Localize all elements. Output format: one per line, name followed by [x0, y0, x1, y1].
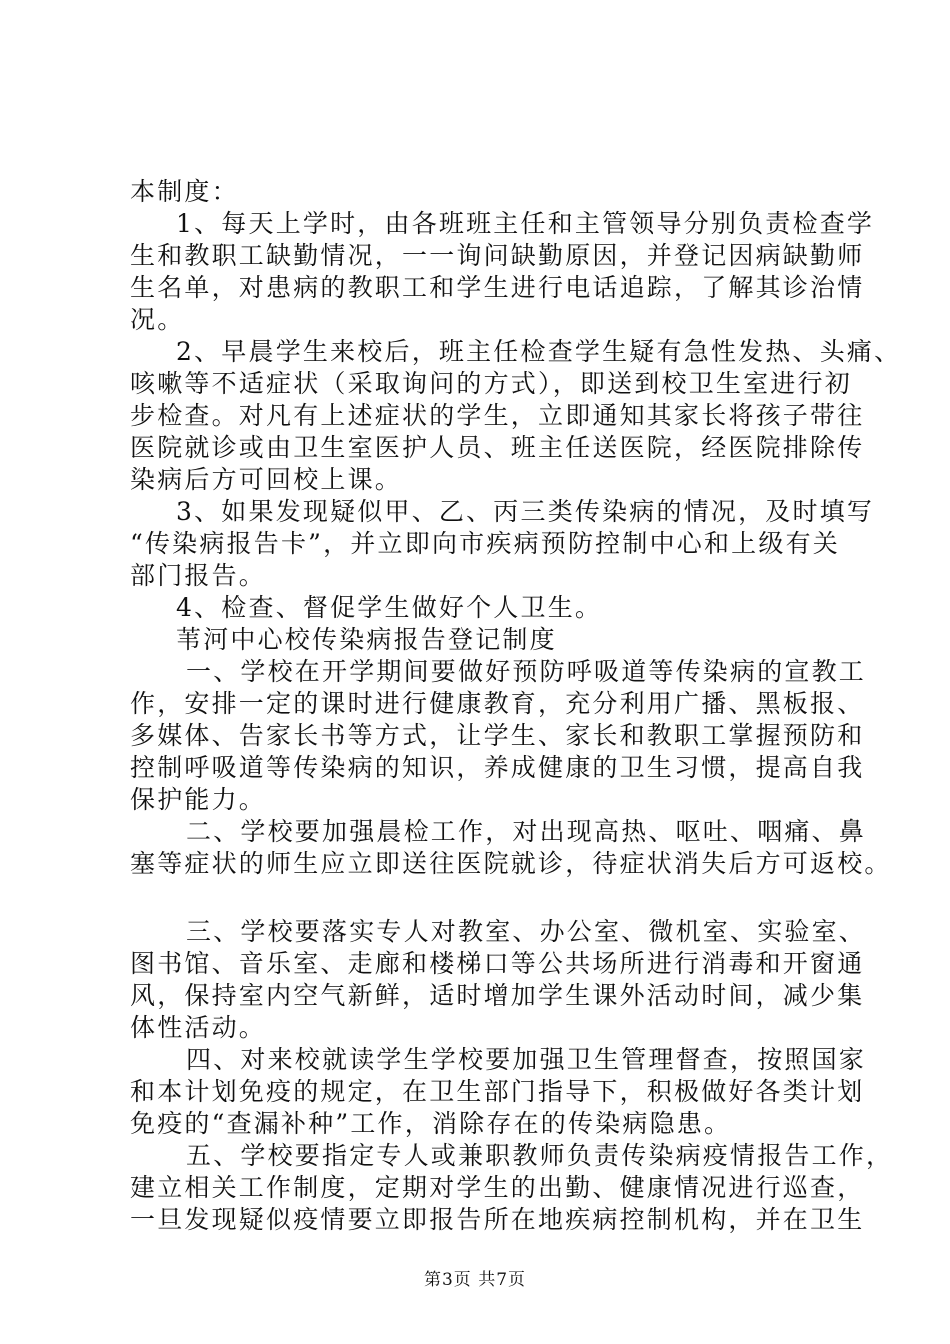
text-line: 一旦发现疑似疫情要立即报告所在地疾病控制机构，并在卫生: [130, 1205, 865, 1234]
section-heading: 苇河中心校传染病报告登记制度: [176, 625, 557, 654]
text-line: 染病后方可回校上课。: [130, 465, 403, 494]
text-line: 生和教职工缺勤情况，一一询问缺勤原因，并登记因病缺勤师: [130, 241, 865, 270]
text-line: 咳嗽等不适症状（采取询问的方式），即送到校卫生室进行初: [130, 369, 852, 398]
text-line: 五、学校要指定专人或兼职教师负责传染病疫情报告工作，: [186, 1141, 894, 1170]
text-line: 二、学校要加强晨检工作，对出现高热、呕吐、咽痛、鼻: [186, 817, 867, 846]
text-line: 医院就诊或由卫生室医护人员、班主任送医院，经医院排除传: [130, 433, 865, 462]
text-line: 三、学校要落实专人对教室、办公室、微机室、实验室、: [186, 917, 867, 946]
text-line: 建立相关工作制度，定期对学生的出勤、健康情况进行巡查，: [130, 1173, 865, 1202]
text-line: 3、如果发现疑似甲、乙、丙三类传染病的情况，及时填写: [176, 497, 875, 526]
text-line: 1、每天上学时，由各班班主任和主管领导分别负责检查学: [176, 209, 875, 238]
text-line: 步检查。对凡有上述症状的学生，立即通知其家长将孩子带往: [130, 401, 865, 430]
text-line: 图书馆、音乐室、走廊和楼梯口等公共场所进行消毒和开窗通: [130, 949, 865, 978]
text-line: 体性活动。: [130, 1013, 267, 1042]
text-line: 部门报告。: [130, 561, 267, 590]
text-line: 本制度：: [130, 177, 239, 206]
text-line: 生名单，对患病的教职工和学生进行电话追踪，了解其诊治情: [130, 273, 865, 302]
text-line: 免疫的“查漏补种”工作，消除存在的传染病隐患。: [130, 1109, 732, 1138]
text-line: 四、对来校就读学生学校要加强卫生管理督查，按照国家: [186, 1045, 867, 1074]
page-number: 第3页 共7页: [423, 1270, 527, 1290]
text-line: 4、检查、督促学生做好个人卫生。: [176, 593, 603, 622]
text-line: 况。: [130, 305, 185, 334]
text-line: “传染病报告卡”，并立即向市疾病预防控制中心和上级有关: [130, 529, 840, 558]
text-line: 控制呼吸道等传染病的知识，养成健康的卫生习惯，提高自我: [130, 753, 865, 782]
text-line: 2、早晨学生来校后，班主任检查学生疑有急性发热、头痛、: [176, 337, 902, 366]
text-line: 塞等症状的师生应立即送往医院就诊，待症状消失后方可返校。: [130, 849, 892, 878]
text-line: 风，保持室内空气新鲜，适时增加学生课外活动时间，减少集: [130, 981, 865, 1010]
text-line: 多媒体、告家长书等方式，让学生、家长和教职工掌握预防和: [130, 721, 865, 750]
text-line: 作，安排一定的课时进行健康教育，充分利用广播、黑板报、: [130, 689, 865, 718]
text-line: 一、学校在开学期间要做好预防呼吸道等传染病的宣教工: [186, 657, 867, 686]
text-line: 保护能力。: [130, 785, 267, 814]
text-line: 和本计划免疫的规定，在卫生部门指导下，积极做好各类计划: [130, 1077, 865, 1106]
